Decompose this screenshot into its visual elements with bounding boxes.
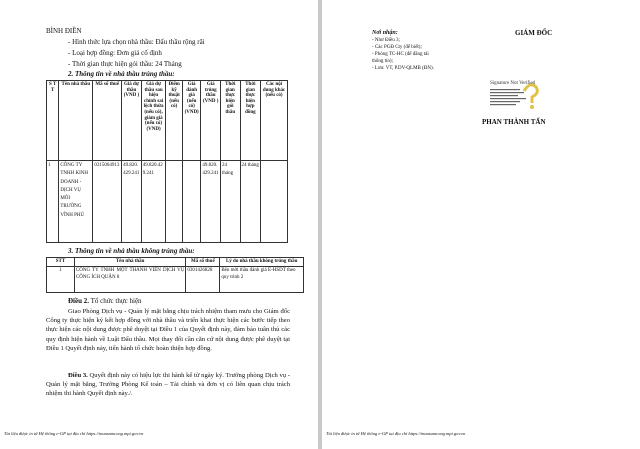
col-contract-time: Thời gian thực hiện hợp đồng [240, 81, 261, 161]
bullet-contract-type: - Loại hợp đồng: Đơn giá cố định [68, 49, 162, 57]
article-3-body: Quyết định này có hiệu lực thi hành kể từ ngày ký. Trưởng phòng Dịch vụ - Quản lý mặt bằng, Trưởng Phòng Kế toán – Tài chính và đơn vị có liên quan chịu trách nhiệm thi hành Quyết định này./. [46, 372, 290, 398]
table-row [47, 267, 304, 293]
cell-exec-time: 24 tháng [220, 161, 240, 243]
cell-stt: 1 [47, 161, 59, 243]
cell-name: CÔNG TY TNHH MỘT THÀNH VIÊN DỊCH VỤ CÔNG ÍCH QUẬN 8 [74, 267, 185, 293]
losing-bidder-table [46, 257, 304, 293]
col-other: Các nội dung khác (nếu có) [261, 81, 288, 161]
page-2-footer: Tài liệu được in từ Hệ thống e-GP tại địa chỉ https://muasamcong.mpi.gov.vn [326, 431, 466, 436]
article-3-label: Điều 3. [68, 372, 88, 379]
section-3-title: 3. Thông tin về nhà thầu không trúng thầu: [68, 247, 195, 255]
document-page-1 [0, 0, 318, 449]
col-exec-time: Thời gian thực hiện gói thầu [220, 81, 240, 161]
cell-price-after: 49.820.429.241 [141, 161, 166, 243]
recipient-item: - Các PGĐ Cty (để biết); [372, 45, 422, 50]
signer-title: GIÁM ĐỐC [515, 29, 553, 37]
article-2-heading [68, 297, 142, 306]
recipient-item: - Lưu: VT, P.DV-QLMB (ĐN). [372, 66, 434, 71]
col-price-after: Giá dự thầu sau hiệu chỉnh sai lệch thừa (nếu có), giảm giá (nếu có) (VND) [141, 81, 166, 161]
cell-stt: 1 [47, 267, 75, 293]
cell-other [261, 161, 288, 243]
bullet-bid-method: - Hình thức lựa chọn nhà thầu: Đấu thầu rộng rãi [68, 38, 205, 46]
cell-tech-score [166, 161, 182, 243]
recipient-item: - Phòng TC-HC (để đăng tải [372, 52, 429, 57]
cell-bid-price: 49.820.429.241 [122, 161, 142, 243]
article-3-paragraph [46, 371, 290, 399]
cell-contract-time: 24 tháng [240, 161, 261, 243]
winning-bidder-table [46, 80, 288, 243]
table-row [47, 161, 288, 243]
col-tax: Mã số thuế [186, 258, 220, 267]
bullet-duration: - Thời gian thực hiện gói thầu: 24 Tháng [68, 60, 182, 68]
col-name: Tên nhà thầu [74, 258, 185, 267]
article-2-body: Giao Phòng Dịch vụ - Quản lý mặt bằng chịu trách nhiệm tham mưu cho Giám đốc Công ty thực hiện ký kết hợp đồng với nhà thầu và triển khai thực hiện các bước tiếp theo thực hiện các nội dung được phê duyệt tại Điều 1 của Quyết định này, đảm bảo tuân thủ các quy định hiện hành về Luật Đấu thầu. Mọi thay đổi cần căn cứ nội dung được phê duyệt tại Điều 1 Quyết định này, tiến hành tổ chức hoàn thiện hợp đồng. [46, 308, 290, 352]
signature-status: Signature Not Verified [490, 81, 536, 86]
col-bid-price: Giá dự thầu (VND ) [122, 81, 142, 161]
cell-name: CÔNG TY TNHH KINH DOANH - DỊCH VỤ MÔI TRƯỜNG VĨNH PHÚ [59, 161, 93, 243]
recipients-title: Nơi nhận: [372, 30, 398, 36]
table-header-row [47, 258, 304, 267]
col-award-price: Giá trúng thầu (VND ) [201, 81, 221, 161]
col-eval-price: Giá đánh giá (nếu có) (VND) [182, 81, 201, 161]
table-header-row [47, 81, 288, 161]
top-line: BÌNH ĐIỀN [46, 27, 82, 35]
cell-tax: 0315064913 [93, 161, 122, 243]
col-name: Tên nhà thầu [59, 81, 93, 161]
digital-signature [488, 79, 554, 117]
cell-tax: 0301426828 [186, 267, 220, 293]
col-stt: S T T [47, 81, 59, 161]
col-reason: Lý do nhà thầu không trúng thầu [220, 258, 304, 267]
cell-award-price: 49.820.429.241 [201, 161, 221, 243]
section-2-title: 2. Thông tin về nhà thầu trúng thầu: [68, 70, 175, 78]
article-2-subject: Tổ chức thực hiện [89, 297, 142, 305]
signer-name: PHAN THÀNH TẤN [482, 118, 546, 126]
recipient-item: thông tin); [372, 59, 393, 64]
article-2-label: Điều 2. [68, 297, 89, 305]
cell-reason: Bên mời thầu đánh giá E-HSDT theo quy trình 2 [220, 267, 304, 293]
cell-eval-price [182, 161, 201, 243]
col-tech-score: Điểm kỹ thuật (nếu có) [166, 81, 182, 161]
col-stt: STT [47, 258, 75, 267]
col-tax: Mã số thuế [93, 81, 122, 161]
recipient-item: - Như Điều 3; [372, 38, 400, 43]
page-1-footer: Tài liệu được in từ Hệ thống e-GP tại địa chỉ https://muasamcong.mpi.gov.vn [4, 431, 144, 436]
document-page-2 [322, 0, 640, 449]
